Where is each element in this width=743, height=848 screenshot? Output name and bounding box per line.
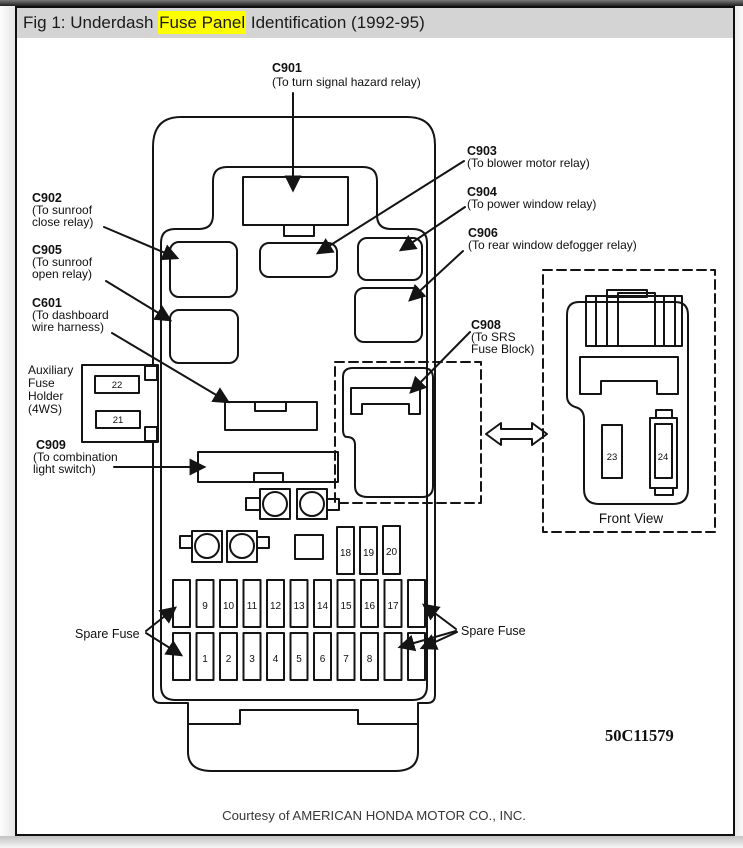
callout-c601-desc: wire harness) xyxy=(32,320,105,334)
small-square-socket xyxy=(295,535,323,559)
c904-socket xyxy=(358,238,422,280)
front-view-label: Front View xyxy=(598,511,664,526)
fuse-number: 16 xyxy=(363,601,376,612)
figure-title-bar xyxy=(17,8,733,38)
spare-fuse-slot xyxy=(385,633,402,680)
c908-connector xyxy=(351,388,420,414)
srs-dashed-box xyxy=(335,362,481,503)
fuse-number: 10 xyxy=(222,601,235,612)
aux-holder-clip-bottom xyxy=(145,427,157,441)
c906-socket xyxy=(355,288,422,342)
fuse-number: 19 xyxy=(362,548,375,559)
fuse-number: 3 xyxy=(249,654,255,665)
fuse-number: 18 xyxy=(339,548,352,559)
fuse-number: 17 xyxy=(387,601,399,612)
c601-connector xyxy=(225,402,317,430)
callout-c908-desc: Fuse Block) xyxy=(471,342,535,356)
callout-c906-desc: (To rear window defogger relay) xyxy=(468,238,637,252)
aux-holder-label: Auxiliary xyxy=(28,363,74,377)
aux-holder-label: Fuse xyxy=(28,376,55,390)
spare-fuse-slot xyxy=(173,633,190,680)
fuse-number: 1 xyxy=(202,654,208,665)
fuse-number-24: 24 xyxy=(657,452,669,463)
c909-connector xyxy=(198,452,338,482)
fuse-number: 9 xyxy=(202,601,208,612)
connector-sockets xyxy=(170,177,422,482)
fuse-24-tab-bottom xyxy=(655,488,673,495)
washer-circle xyxy=(195,534,219,558)
aux-holder-clip-top xyxy=(145,366,157,380)
aux-holder-label: (4WS) xyxy=(28,402,62,416)
callout-c908-desc: (To SRS xyxy=(471,330,516,344)
washer-tab xyxy=(327,499,339,510)
figure-code: 50C11579 xyxy=(605,726,674,745)
fuse-number: 7 xyxy=(343,654,349,665)
figure-frame xyxy=(15,6,735,836)
c906-arrow xyxy=(410,251,463,300)
panel-inner-wall xyxy=(161,167,427,700)
c903-arrow xyxy=(318,161,464,253)
callout-c906-id: C906 xyxy=(468,226,498,240)
fv-middle-bar xyxy=(580,357,678,394)
callout-c901-id: C901 xyxy=(272,61,302,75)
fuse-panel-diagram xyxy=(17,38,733,832)
washer-tab xyxy=(257,537,269,548)
panel-outer-wall xyxy=(153,117,435,771)
callout-c902-desc: (To sunroof xyxy=(32,203,93,217)
bottom-scroll-strip xyxy=(0,836,743,848)
fuse-number-23: 23 xyxy=(606,452,618,463)
figure-title-highlight: Fuse Panel xyxy=(159,13,246,32)
spare-fuse-slot xyxy=(173,580,190,627)
callout-c904-id: C904 xyxy=(467,185,497,199)
washer-tab xyxy=(246,498,260,510)
callout-c601-desc: (To dashboard xyxy=(32,308,109,322)
washer-circle xyxy=(300,492,324,516)
callout-c902-desc: close relay) xyxy=(32,215,94,229)
figure-title-suffix: Identification (1992-95) xyxy=(246,13,425,32)
fuse-slot-24 xyxy=(655,424,672,478)
fuse-grid xyxy=(173,526,425,680)
washer-circle xyxy=(230,534,254,558)
spare-fuse-label-right: Spare Fuse xyxy=(461,624,526,638)
fuse-number: 13 xyxy=(293,601,305,612)
panel-outline xyxy=(153,117,435,771)
fuse-number: 6 xyxy=(319,654,326,665)
srs-fuse-block-area xyxy=(335,362,481,503)
c901-connector-tab xyxy=(284,225,314,236)
left-gutter xyxy=(0,6,15,836)
fuse-number: 11 xyxy=(246,601,258,612)
fv-top-connector-center xyxy=(618,293,655,346)
relay-washer-shapes xyxy=(180,489,339,562)
aux-fuse-holder xyxy=(82,365,158,442)
c902-socket xyxy=(170,242,237,297)
double-arrow-icon xyxy=(486,423,547,445)
callout-c905-desc: (To sunroof xyxy=(32,255,93,269)
figure-title-prefix: Fig 1: Underdash xyxy=(23,13,159,32)
panel-bottom-step xyxy=(188,710,418,724)
washer-circle xyxy=(263,492,287,516)
fuse-number: 4 xyxy=(272,654,279,665)
callout-c909-desc: (To combination xyxy=(33,450,118,464)
spare-left-arrow-bottom xyxy=(146,633,181,655)
fuse-number: 15 xyxy=(340,601,352,612)
washer-tab xyxy=(180,536,192,548)
callout-c908-id: C908 xyxy=(471,318,501,332)
fuse-number: 8 xyxy=(366,654,373,665)
callout-c902-id: C902 xyxy=(32,191,62,205)
callout-c909-id: C909 xyxy=(36,438,66,452)
callout-c909-desc: light switch) xyxy=(33,462,96,476)
fuse-number: 2 xyxy=(225,654,232,665)
callout-c903-desc: (To blower motor relay) xyxy=(467,156,590,170)
washer-square xyxy=(260,489,290,519)
callout-c903-id: C903 xyxy=(467,144,497,158)
fuse-number: 20 xyxy=(385,547,398,558)
fuse-number: 5 xyxy=(296,654,302,665)
fuse-number: 14 xyxy=(316,601,329,612)
fuse-number-22: 22 xyxy=(111,380,123,391)
fv-top-connector xyxy=(586,296,682,346)
callout-c601-id: C601 xyxy=(32,296,62,310)
fuse-number-21: 21 xyxy=(112,415,124,426)
c901-connector xyxy=(243,177,348,225)
fuse-number: 12 xyxy=(269,601,282,612)
right-gutter xyxy=(735,6,743,836)
courtesy-note: Courtesy of AMERICAN HONDA MOTOR CO., INC. xyxy=(222,808,526,823)
fv-top-connector-stripe-right xyxy=(664,296,675,346)
front-view-inset xyxy=(543,270,715,532)
callout-c905-desc: open relay) xyxy=(32,267,93,281)
callout-c904-desc: (To power window relay) xyxy=(467,197,597,211)
fuse-24-tab-top xyxy=(656,410,672,418)
washer-square xyxy=(297,489,327,519)
callout-c901-desc: (To turn signal hazard relay) xyxy=(272,75,421,89)
callout-c905-id: C905 xyxy=(32,243,62,257)
c905-socket xyxy=(170,310,238,363)
fv-top-connector-stripe-left xyxy=(596,296,607,346)
spare-fuse-slot xyxy=(408,580,425,627)
spare-right-arrow-top xyxy=(424,605,456,629)
spare-fuse-label-left: Spare Fuse xyxy=(75,627,140,641)
aux-holder-label: Holder xyxy=(28,389,64,403)
